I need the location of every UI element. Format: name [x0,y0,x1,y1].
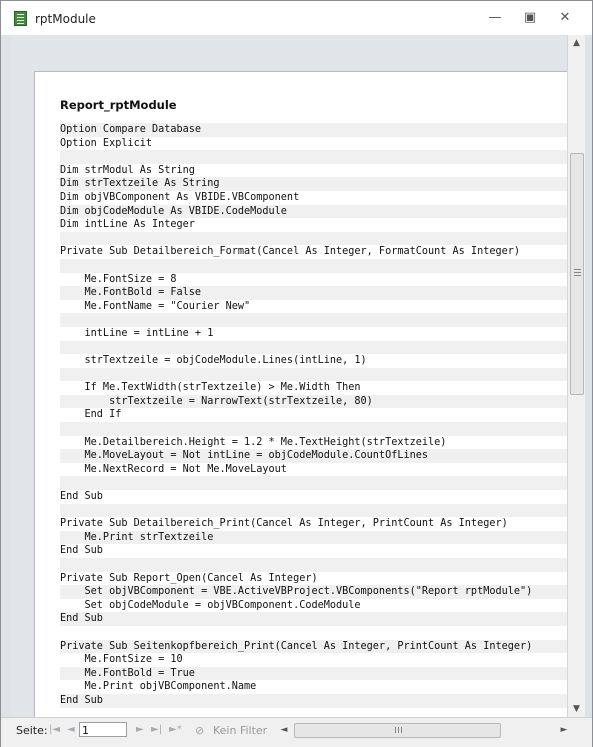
grip-icon [574,269,581,270]
code-line: If Me.TextWidth(strTextzeile) > Me.Width Then [60,382,361,394]
scroll-down-icon[interactable]: ▼ [573,704,580,714]
title-bar[interactable] [1,1,592,35]
code-line: Me.FontBold = True [60,667,567,681]
code-line: Option Compare Database [60,123,567,137]
code-line: strTextzeile = objCodeModule.Lines(intLine, 1) [60,355,367,367]
code-line [60,313,567,327]
grip-icon [395,727,396,733]
close-button[interactable]: ✕ [559,10,571,25]
code-line: End Sub [60,491,103,503]
code-line [60,422,567,436]
code-line [60,150,567,164]
prev-page-icon[interactable]: ◄ [67,724,75,735]
page-number-input[interactable]: 1 [79,722,127,737]
code-line: Private Sub Detailbereich_Format(Cancel As Integer, FormatCount As Integer) [60,246,521,258]
scroll-left-icon[interactable]: ◄ [280,725,288,735]
code-line: Set objVBComponent = VBE.ActiveVBProject.VBComponents("Report rptModule") [60,585,567,599]
code-line: Option Explicit [60,137,153,149]
code-line: Me.FontName = "Courier New" [60,300,251,312]
code-line [60,259,567,273]
code-line: Private Sub Detailbereich_Print(Cancel As Integer, PrintCount As Integer) [60,518,508,530]
report-preview-area[interactable] [11,35,567,717]
code-line [60,558,567,572]
filter-label[interactable]: Kein Filter [213,724,268,737]
navigation-bar [1,717,592,747]
code-line [60,341,567,355]
code-line: Dim objVBComponent As VBIDE.VBComponent [60,191,300,203]
code-line: intLine = intLine + 1 [60,327,214,339]
horizontal-scrollbar[interactable] [276,721,576,739]
report-page [35,72,567,717]
code-line: Private Sub Seitenkopfbereich_Print(Cancel As Integer, PrintCount As Integer) [60,640,567,654]
code-line: Me.FontBold = False [60,286,567,300]
code-line: End Sub [60,694,567,708]
code-line [60,368,567,382]
scroll-right-icon[interactable]: ► [560,725,568,735]
report-icon [14,11,27,26]
code-line: End Sub [60,545,103,557]
code-line: Me.FontSize = 8 [60,273,177,285]
horizontal-scroll-thumb[interactable] [294,723,501,738]
last-page-icon[interactable]: ►| [151,724,163,735]
code-line: Me.Print objVBComponent.Name [60,681,257,693]
code-line [60,232,567,246]
report-title: Report_rptModule [60,98,177,112]
code-line: Me.Print strTextzeile [60,531,567,545]
code-line: strTextzeile = NarrowText(strTextzeile, 80) [60,395,567,409]
code-line: Me.Detailbereich.Height = 1.2 * Me.TextHeight(strTextzeile) [60,436,447,448]
minimize-button[interactable]: — [488,10,502,25]
code-line [60,504,567,518]
code-line: End Sub [60,612,567,626]
vertical-scroll-thumb[interactable] [570,153,584,395]
code-line: Dim strModul As String [60,164,195,176]
code-line: Me.NextRecord = Not Me.MoveLayout [60,463,287,475]
code-line: Dim strTextzeile As String [60,177,567,191]
code-line: End If [60,409,122,421]
code-line [60,476,567,490]
next-page-icon[interactable]: ► [136,724,144,735]
scroll-up-icon[interactable]: ▲ [573,38,580,48]
window-title: rptModule [35,12,96,26]
filter-icon[interactable]: ⊘ [195,724,205,737]
code-listing [60,123,567,708]
code-line: Me.MoveLayout = Not intLine = objCodeModule.CountOfLines [60,449,567,463]
page-label: Seite: [16,724,48,737]
restore-button[interactable]: ▣ [523,10,537,25]
first-page-icon[interactable]: |◄ [49,724,61,735]
code-line: Me.FontSize = 10 [60,654,183,666]
code-line: Private Sub Report_Open(Cancel As Integer) [60,572,318,584]
new-record-icon[interactable]: ►* [169,724,182,735]
vertical-scrollbar[interactable] [567,35,585,717]
code-line [60,626,567,640]
code-line: Dim objCodeModule As VBIDE.CodeModule [60,205,567,219]
code-line: Dim intLine As Integer [60,219,195,231]
code-line: Set objCodeModule = objVBComponent.CodeModule [60,599,361,611]
